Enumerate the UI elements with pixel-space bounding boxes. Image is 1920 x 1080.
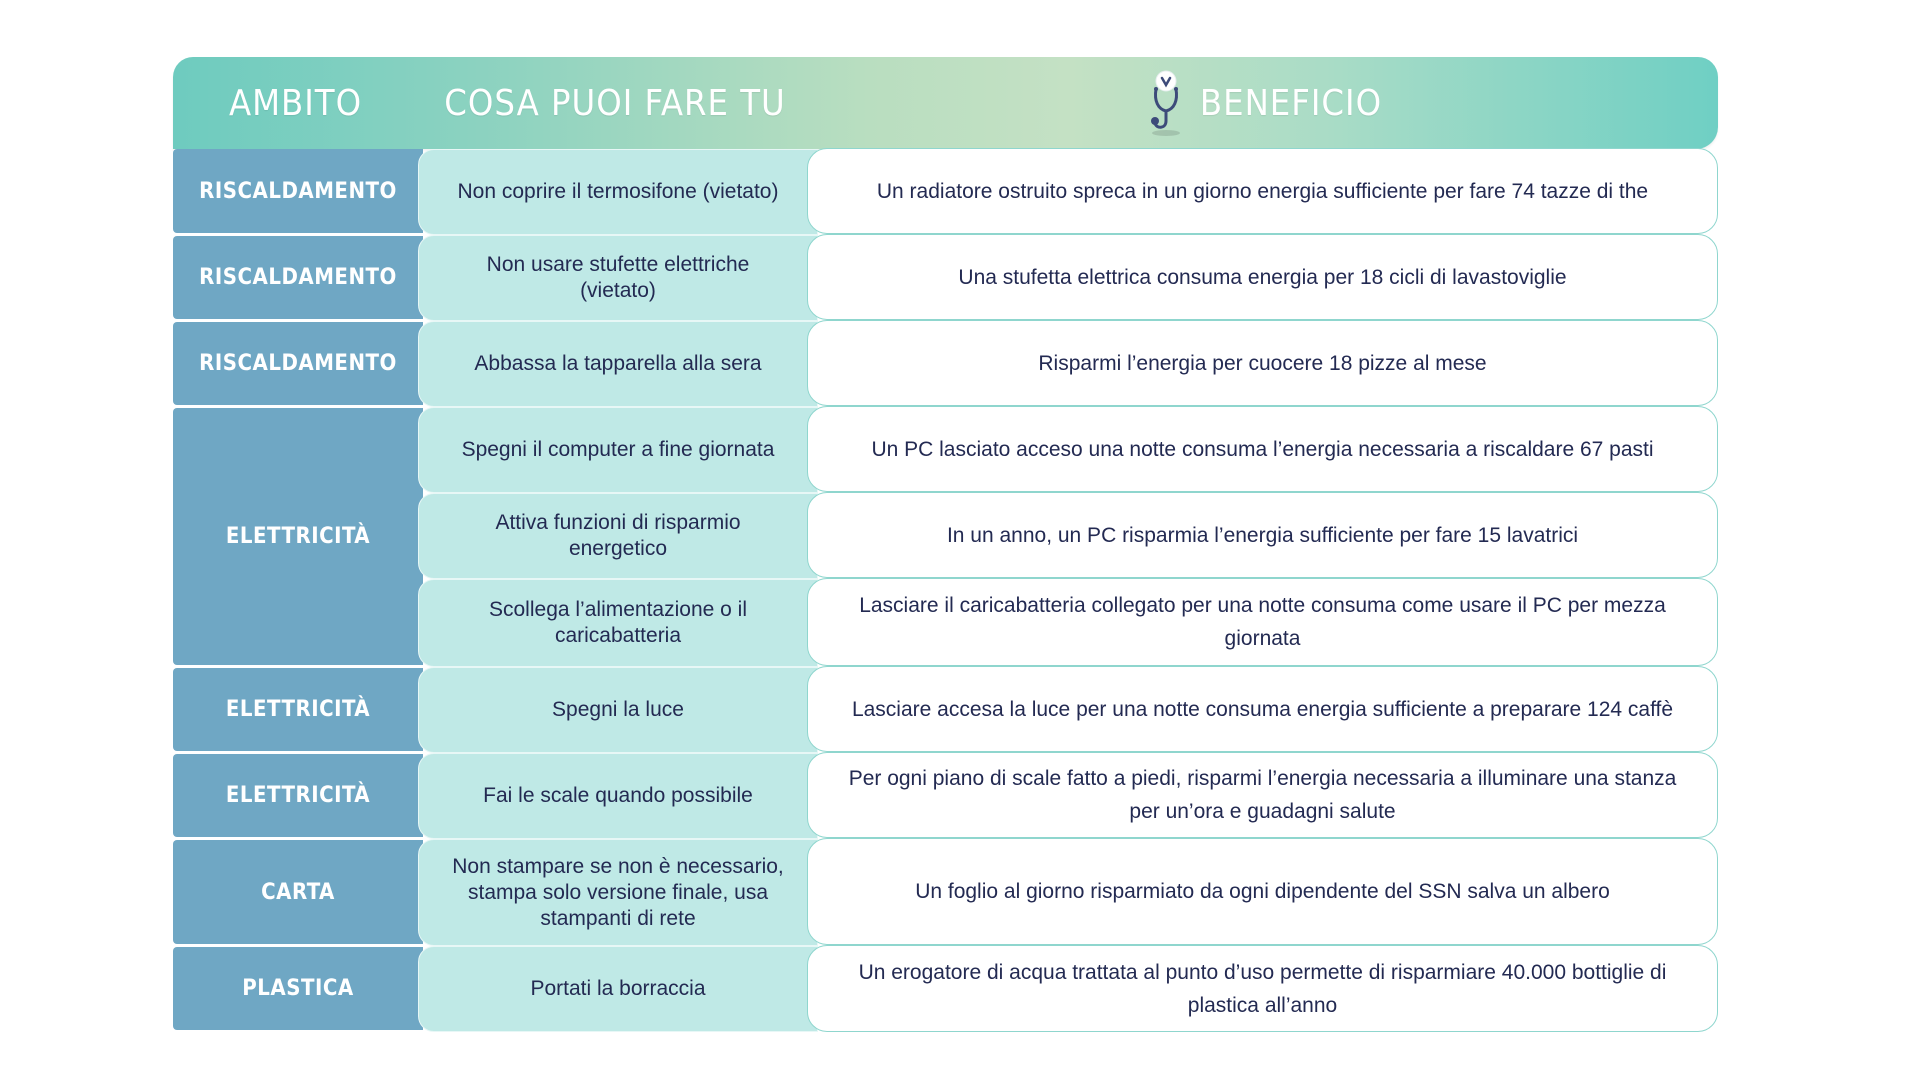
ambito-cell: RISCALDAMENTO <box>173 322 423 405</box>
ambito-cell: RISCALDAMENTO <box>173 236 423 319</box>
azione-cell: Non coprire il termosifone (vietato) <box>418 149 818 235</box>
table-header <box>173 57 1718 149</box>
ambito-cell: PLASTICA <box>173 947 423 1030</box>
header-beneficio-cell <box>810 57 1718 149</box>
header-beneficio: BENEFICIO <box>1199 82 1383 124</box>
azione-cell: Spegni il computer a fine giornata <box>418 407 818 493</box>
beneficio-cell: Un PC lasciato acceso una notte consuma l’energia necessaria a riscaldare 67 pasti <box>807 406 1718 492</box>
ambito-cell: ELETTRICITÀ <box>173 754 423 837</box>
ambito-cell: ELETTRICITÀ <box>173 408 423 665</box>
beneficio-cell: Un foglio al giorno risparmiato da ogni dipendente del SSN salva un albero <box>807 838 1718 945</box>
beneficio-cell: Una stufetta elettrica consuma energia per 18 cicli di lavastoviglie <box>807 234 1718 320</box>
azione-cell: Spegni la luce <box>418 667 818 753</box>
beneficio-cell: In un anno, un PC risparmia l’energia sufficiente per fare 15 lavatrici <box>807 492 1718 578</box>
beneficio-cell: Per ogni piano di scale fatto a piedi, risparmi l’energia necessaria a illuminare una stanza per un’ora e guadagni salute <box>807 752 1718 838</box>
azione-cell: Abbassa la tapparella alla sera <box>418 321 818 407</box>
beneficio-cell: Risparmi l’energia per cuocere 18 pizze al mese <box>807 320 1718 406</box>
header-ambito: AMBITO <box>228 82 363 124</box>
beneficio-cell: Lasciare accesa la luce per una notte consuma energia sufficiente a preparare 124 caffè <box>807 666 1718 752</box>
beneficio-cell: Lasciare il caricabatteria collegato per una notte consuma come usare il PC per mezza giornata <box>807 578 1718 666</box>
header-cosa-puoi-fare-tu: COSA PUOI FARE TU <box>444 82 786 124</box>
ambito-cell: RISCALDAMENTO <box>173 149 423 233</box>
azione-cell: Fai le scale quando possibile <box>418 753 818 839</box>
azione-cell: Scollega l’alimentazione o il caricabatteria <box>418 579 818 667</box>
beneficio-cell: Un erogatore di acqua trattata al punto d’uso permette di risparmiare 40.000 bottiglie di plastica all’anno <box>807 945 1718 1032</box>
energy-saving-table <box>173 57 1718 1034</box>
stethoscope-icon <box>1146 67 1186 139</box>
beneficio-cell: Un radiatore ostruito spreca in un giorno energia sufficiente per fare 74 tazze di the <box>807 148 1718 234</box>
azione-cell: Non usare stufette elettriche (vietato) <box>418 235 818 321</box>
azione-cell: Portati la borraccia <box>418 946 818 1032</box>
ambito-cell: ELETTRICITÀ <box>173 668 423 751</box>
azione-cell: Non stampare se non è necessario, stampa solo versione finale, usa stampanti di rete <box>418 839 818 946</box>
azione-cell: Attiva funzioni di risparmio energetico <box>418 493 818 579</box>
ambito-cell: CARTA <box>173 840 423 944</box>
